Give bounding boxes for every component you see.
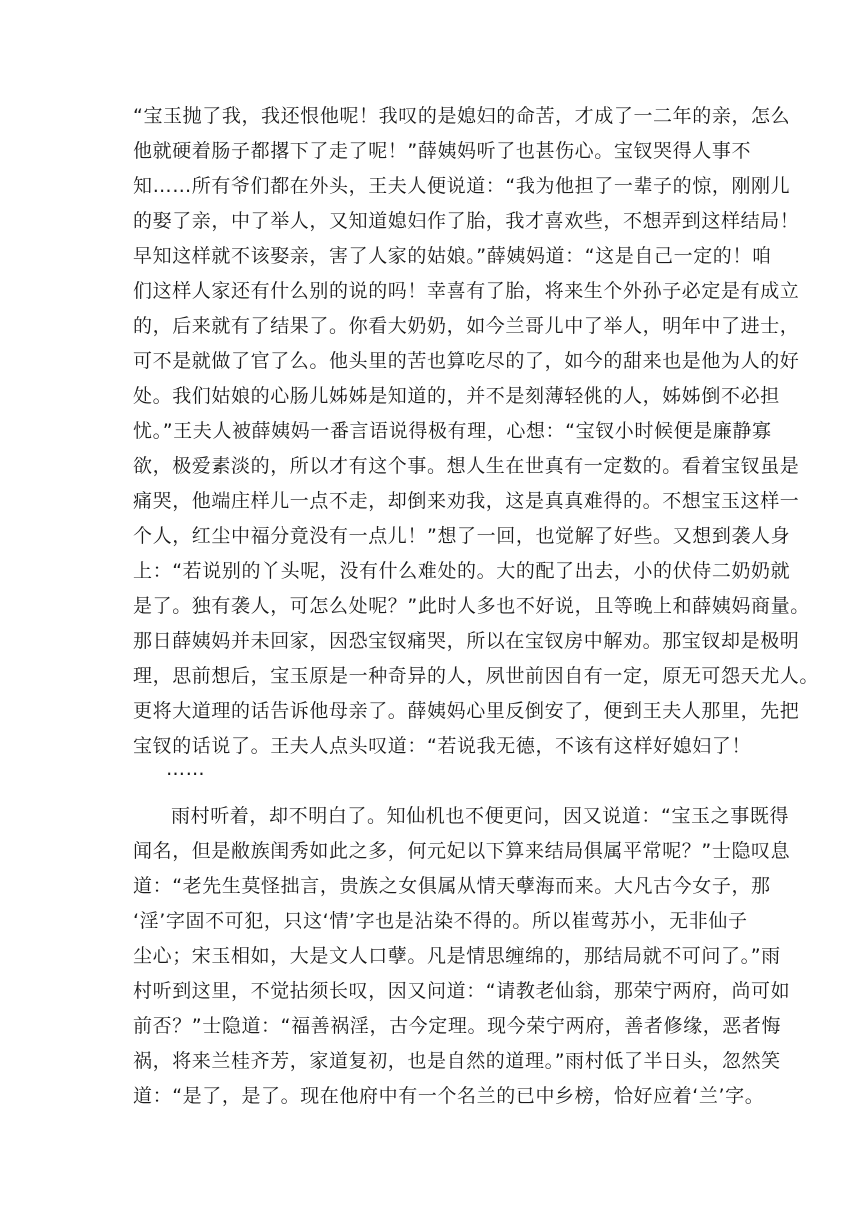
text-line: 闻名，但是敝族闺秀如此之多，何元妃以下算来结局俱属平常呢？”士隐叹息: [133, 840, 791, 862]
text-line: 早知这样就不该娶亲，害了人家的姑娘。”薛姨妈道：“这是自己一定的！咱: [133, 245, 772, 267]
text-line: 前否？”士隐道：“福善祸淫，古今定理。现今荣宁两府，善者修缘，恶者悔: [133, 1015, 782, 1037]
text-line: 忧。”王夫人被薛姨妈一番言语说得极有理，心想：“宝钗小时候便是廉静寡: [133, 420, 772, 442]
text-line: 痛哭，他端庄样儿一点不走，却倒来劝我，这是真真难得的。不想宝玉这样一: [133, 490, 800, 512]
text-line: 尘心；宋玉相如，大是文人口孽。凡是情思缠绵的，那结局就不可问了。”雨: [133, 945, 781, 967]
text-line: 更将大道理的话告诉他母亲了。薛姨妈心里反倒安了，便到王夫人那里，先把: [133, 700, 800, 722]
text-line: “宝玉抛了我，我还恨他呢！我叹的是媳妇的命苦，才成了一二年的亲，怎么: [133, 105, 791, 127]
text-line: 个人，红尘中福分竟没有一点儿！”想了一回，也觉解了好些。又想到袭人身: [133, 525, 791, 547]
text-line: 上：“若说别的丫头呢，没有什么难处的。大的配了出去，小的伏侍二奶奶就: [133, 560, 791, 582]
text-line: 是了。独有袭人，可怎么处呢？”此时人多也不好说，且等晚上和薛姨妈商量。: [133, 595, 810, 617]
text-line: 道：“老先生莫怪拙言，贵族之女俱属从情天孽海而来。大凡古今女子，那: [133, 875, 771, 897]
text-line: 们这样人家还有什么别的说的吗！幸喜有了胎，将来生个外孙子必定是有成立: [133, 280, 800, 302]
ellipsis-separator: ……: [166, 758, 206, 780]
text-line: 处。我们姑娘的心肠儿姊姊是知道的，并不是刻薄轻佻的人，姊姊倒不必担: [133, 385, 780, 407]
text-line: 知……所有爷们都在外头，王夫人便说道：“我为他担了一辈子的惊，刚刚儿: [133, 175, 791, 197]
text-line: 祸，将来兰桂齐芳，家道复初，也是自然的道理。”雨村低了半日头，忽然笑: [133, 1050, 781, 1072]
text-line: 可不是就做了官了么。他头里的苦也算吃尽的了，如今的甜来也是他为人的好: [133, 350, 800, 372]
text-line: 道：“是了，是了。现在他府中有一个名兰的已中乡榜，恰好应着‘兰’字。: [133, 1085, 765, 1107]
text-line: 欲，极爱素淡的，所以才有这个事。想人生在世真有一定数的。看着宝钗虽是: [133, 455, 800, 477]
text-line: 的娶了亲，中了举人，又知道媳妇作了胎，我才喜欢些，不想弄到这样结局！: [133, 210, 800, 232]
text-line: 雨村听着，却不明白了。知仙机也不便更问，因又说道：“宝玉之事既得: [171, 805, 790, 827]
text-line: 村听到这里，不觉拈须长叹，因又问道：“请教老仙翁，那荣宁两府，尚可如: [133, 980, 791, 1002]
text-line: 的，后来就有了结果了。你看大奶奶，如今兰哥儿中了举人，明年中了进士，: [133, 315, 800, 337]
text-line: 他就硬着肠子都撂下了走了呢！”薛姨妈听了也甚伤心。宝钗哭得人事不: [133, 140, 752, 162]
text-line: 宝钗的话说了。王夫人点头叹道：“若说我无德，不该有这样好媳妇了！: [133, 735, 752, 757]
text-line: ‘淫’字固不可犯，只这‘情’字也是沾染不得的。所以崔莺苏小，无非仙子: [133, 910, 748, 932]
text-line: 理，思前想后，宝玉原是一种奇异的人，夙世前因自有一定，原无可怨天尤人。: [133, 665, 820, 687]
text-line: 那日薛姨妈并未回家，因恐宝钗痛哭，所以在宝钗房中解劝。那宝钗却是极明: [133, 630, 800, 652]
